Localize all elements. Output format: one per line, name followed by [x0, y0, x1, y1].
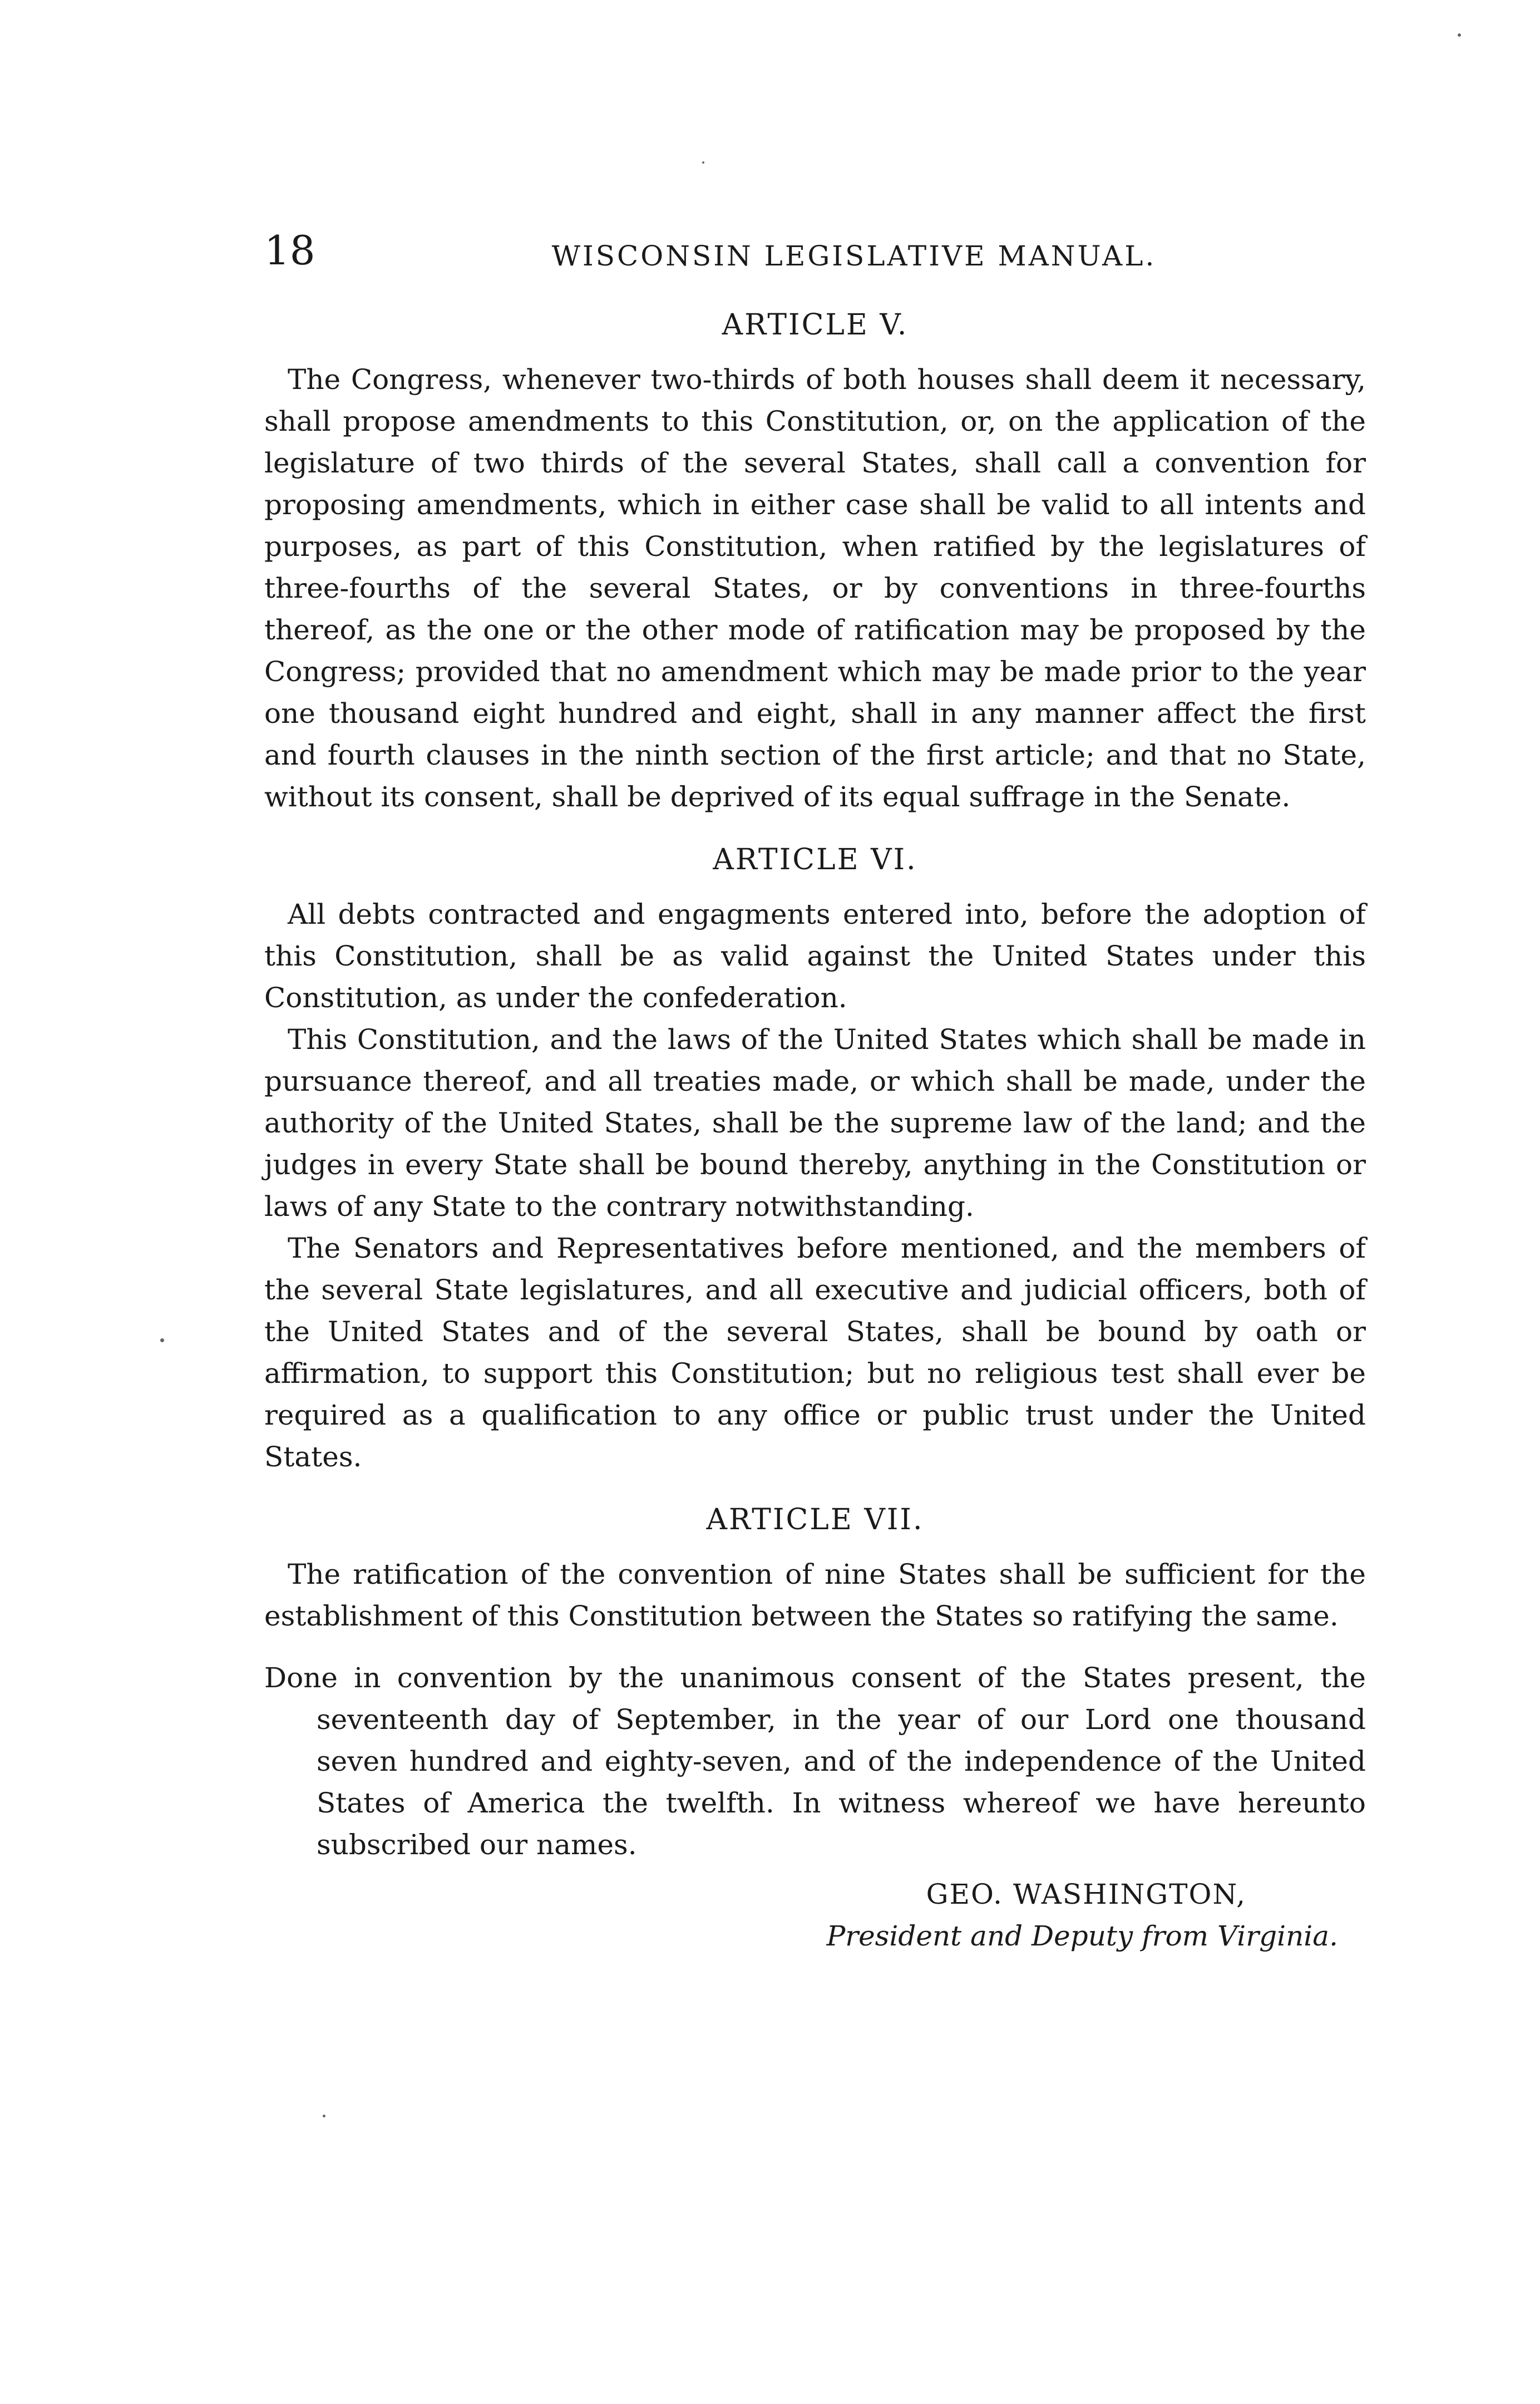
signatory-title: President and Deputy from Virginia.	[826, 1920, 1338, 1952]
article-v-heading: ARTICLE V.	[722, 308, 909, 342]
article-vi-paragraph: All debts contracted and engagments entered into, before the adoption of this Constitution, shall be as valid against the United States under this Constitution, as under the confederation.	[264, 898, 1366, 1014]
page-header	[264, 223, 1377, 278]
scan-speck	[323, 2115, 325, 2117]
scan-speck	[1458, 33, 1461, 37]
article-vi-paragraph: This Constitution, and the laws of the United States which shall be made in pursuance thereof, and all treaties made, or which shall be made, under the authority of the United States, shall be the supreme law of the land; and the judges in every State shall be bound thereby, anything in the Constitution or laws of any State to the contrary notwithstanding.	[264, 1023, 1366, 1223]
page-body	[264, 303, 1366, 1957]
closing-text: Done in convention by the unanimous consent of the States present, the seventeenth day of September, in the year of our Lord one thousand seven hundred and eighty-seven, and of the independence of the United States of America the twelfth. In witness whereof we have hereunto subscribed our names.	[264, 1662, 1366, 1861]
article-vii-text: The ratification of the convention of nine States shall be sufficient for the establishment of this Constitution between the States so ratifying the same.	[264, 1558, 1366, 1632]
signatory-name: GEO. WASHINGTON,	[926, 1878, 1246, 1910]
scan-speck	[160, 1338, 164, 1342]
article-vi-paragraph: The Senators and Representatives before mentioned, and the members of the several State legislatures, and all executive and judicial officers, both of the United States and of the several States, shall be bound by oath or affirmation, to support this Constitution; but no religious test shall ever be required as a qualification to any office or public trust under the United States.	[264, 1232, 1366, 1473]
page-number: 18	[264, 227, 315, 274]
running-title: WISCONSIN LEGISLATIVE MANUAL.	[551, 240, 1157, 272]
article-vi-heading: ARTICLE VI.	[713, 843, 917, 876]
article-vii-heading: ARTICLE VII.	[706, 1503, 924, 1536]
scan-speck	[702, 161, 704, 164]
article-v-text: The Congress, whenever two-thirds of both houses shall deem it necessary, shall propose amendments to this Constitution, or, on the application of the legislature of two thirds of the several States, shall call a convention for proposing amendments, which in either case shall be valid to all intents and purposes, as part of this Constitution, when ratified by the legislatures of three-fourths of the several States, or by conventions in three-fourths thereof, as the one or the other mode of ratification may be proposed by the Congress; provided that no amendment which may be made prior to the year one thousand eight hundred and eight, shall in any manner affect the first and fourth clauses in the ninth section of the first article; and that no State, without its consent, shall be deprived of its equal suffrage in the Senate.	[264, 363, 1366, 813]
